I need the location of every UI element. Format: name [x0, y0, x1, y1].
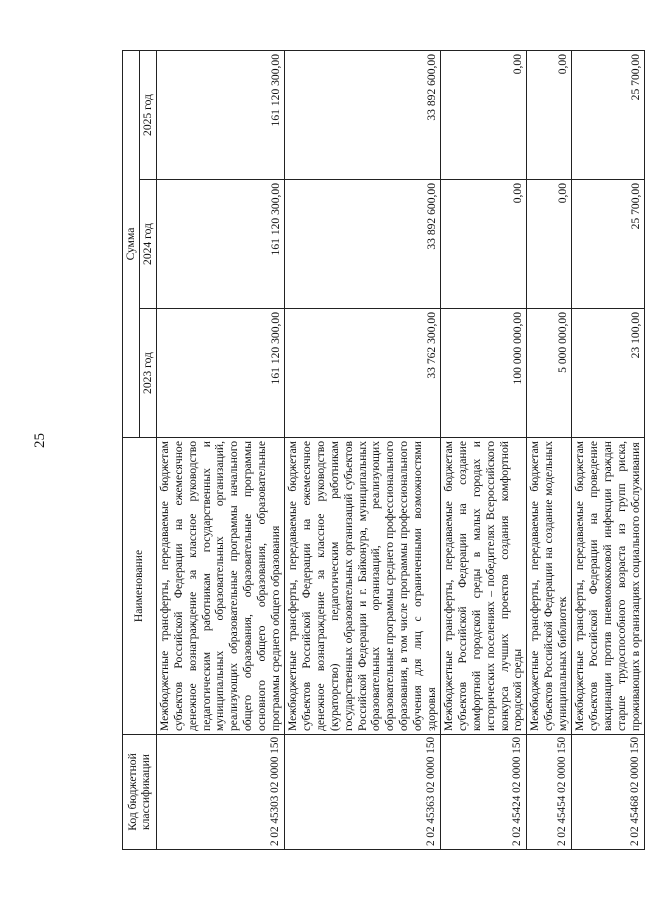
- row-name: Межбюджетные трансферты, передаваемые бюджетам субъектов Российской Федерации на проведение вакцинации против пневмококковой инфекции граждан старше трудоспособного возраста из групп риска, проживающих в организациях социального обслуживания: [572, 438, 645, 735]
- table-row: [572, 50, 645, 849]
- row-amount-2025: 0,00: [527, 50, 572, 179]
- row-amount-2025: 0,00: [440, 50, 526, 179]
- header-name: Наименование: [123, 438, 157, 735]
- row-amount-2023: 33 762 300,00: [284, 309, 440, 438]
- row-code: 2 02 45303 02 0000 150: [156, 735, 284, 850]
- row-amount-2023: 100 000 000,00: [440, 309, 526, 438]
- row-amount-2025: 25 700,00: [572, 50, 645, 179]
- row-code: 2 02 45454 02 0000 150: [527, 735, 572, 850]
- row-amount-2024: 0,00: [440, 180, 526, 309]
- row-amount-2023: 161 120 300,00: [156, 309, 284, 438]
- header-year-2025: 2025 год: [139, 50, 156, 179]
- row-amount-2023: 5 000 000,00: [527, 309, 572, 438]
- table-row: [527, 50, 572, 849]
- header-code: Код бюджетной классификации: [123, 735, 157, 850]
- row-amount-2025: 161 120 300,00: [156, 50, 284, 179]
- row-amount-2024: 161 120 300,00: [156, 180, 284, 309]
- row-amount-2024: 33 892 600,00: [284, 180, 440, 309]
- table-row: [156, 50, 284, 849]
- row-amount-2025: 33 892 600,00: [284, 50, 440, 179]
- row-name: Межбюджетные трансферты, передаваемые бюджетам субъектов Российской Федерации на создание модельных муниципальных библиотек: [527, 438, 572, 735]
- header-year-2024: 2024 год: [139, 180, 156, 309]
- page-number: 25: [32, 433, 48, 448]
- table-row: [440, 50, 526, 849]
- row-amount-2024: 0,00: [527, 180, 572, 309]
- header-year-2023: 2023 год: [139, 309, 156, 438]
- row-name: Межбюджетные трансферты, передаваемые бюджетам субъектов Российской Федерации на создание комфортной городской среды в малых городах и исторических поселениях – победителях Всероссийского конкурса лучших проектов создания комфортной городской среды: [440, 438, 526, 735]
- table-row: [284, 50, 440, 849]
- row-code: 2 02 45424 02 0000 150: [440, 735, 526, 850]
- budget-table: [122, 50, 645, 850]
- row-code: 2 02 45468 02 0000 150: [572, 735, 645, 850]
- row-name: Межбюджетные трансферты, передаваемые бюджетам субъектов Российской Федерации на ежемесячное денежное вознаграждение за классное руководство педагогическим работникам государственных и муниципальных образовательных организаций, реализующих образовательные программы начального общего образования, образовательные программы основного общего образования, образовательные программы среднего общего образования: [156, 438, 284, 735]
- table-container: [122, 50, 642, 850]
- row-code: 2 02 45363 02 0000 150: [284, 735, 440, 850]
- header-row: [123, 50, 140, 849]
- row-name: Межбюджетные трансферты, передаваемые бюджетам субъектов Российской Федерации на ежемесячное денежное вознаграждение за классное руководство (кураторство) педагогическим работникам государственных образовательных организаций субъектов Российской Федерации и г. Байконура, муниципальных образовательных организаций, реализующих образовательные программы среднего профессионального образования, в том числе программы профессионального обучения для лиц с ограниченными возможностями здоровья: [284, 438, 440, 735]
- row-amount-2023: 23 100,00: [572, 309, 645, 438]
- row-amount-2024: 25 700,00: [572, 180, 645, 309]
- header-sum: Сумма: [123, 50, 140, 437]
